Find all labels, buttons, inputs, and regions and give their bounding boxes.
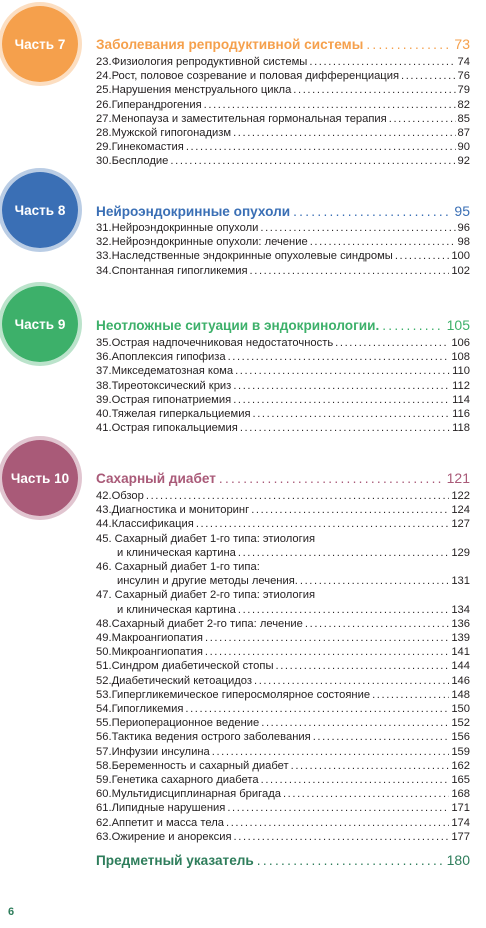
toc-entry[interactable] [96, 773, 470, 787]
toc-entry[interactable] [96, 617, 470, 631]
dot-leader [253, 407, 451, 421]
toc-entry-number: 61. [96, 802, 112, 815]
toc-entry-title: Нейроэндокринные опухоли [111, 222, 259, 234]
toc-entry-title: Гипогликемия [111, 703, 184, 716]
dot-leader [366, 37, 451, 52]
toc-entry-page: 112 [452, 379, 470, 392]
toc-entry-title: Апоплексия гипофиза [111, 351, 226, 364]
dot-leader [205, 631, 449, 645]
toc-entry-title: Микседематозная кома [111, 365, 234, 378]
toc-entry-title: Гипергликемическое гиперосмолярное состояние [111, 688, 371, 701]
toc-entry-number: 53. [96, 688, 112, 701]
toc-entry-number: 47. [96, 589, 115, 602]
dot-leader [234, 830, 450, 844]
toc-entry[interactable] [96, 83, 470, 97]
toc-entry[interactable] [96, 688, 470, 702]
toc-entry-page: 82 [457, 98, 470, 111]
toc-entry-title: и клиническая картина [117, 603, 236, 616]
toc-entry-number: 59. [96, 774, 112, 787]
toc-entry-title: Сахарный диабет 2-го типа: этиология [114, 589, 316, 602]
toc-entry-title: Гиперандрогения [111, 98, 202, 111]
toc-entry-number: 52. [96, 674, 112, 687]
toc-entry-title: Микроангиопатия [111, 646, 203, 659]
toc-entry-number: 31. [96, 222, 112, 234]
dot-leader [372, 688, 449, 702]
part-7-badge-label: Часть 7 [14, 36, 66, 52]
dot-leader [293, 83, 455, 97]
toc-entry-number: 63. [96, 830, 112, 843]
toc-entry[interactable] [96, 264, 470, 278]
toc-entry[interactable] [96, 631, 470, 645]
index-page: 180 [446, 852, 470, 868]
part-7-title: Заболевания репродуктивной системы [96, 37, 364, 52]
toc-entry[interactable] [96, 532, 470, 560]
dot-leader [219, 471, 444, 486]
toc-entry[interactable] [96, 674, 470, 688]
dot-leader [401, 69, 456, 83]
toc-entry-page: 102 [451, 264, 470, 277]
dot-leader [170, 154, 455, 168]
toc-entry-title: Инфузии инсулина [111, 745, 210, 758]
toc-entry-number: 37. [96, 365, 112, 378]
part-9-badge [2, 286, 78, 362]
toc-entry-title: и клиническая картина [117, 546, 236, 559]
toc-entry-number: 58. [96, 759, 112, 772]
toc-entry[interactable] [96, 235, 470, 249]
toc-entry[interactable] [96, 801, 470, 815]
toc-entry[interactable] [96, 702, 470, 716]
toc-entry-page: 131 [451, 575, 470, 588]
dot-leader [257, 853, 444, 868]
toc-entry-page: 156 [451, 731, 470, 744]
toc-entry-page: 74 [457, 56, 470, 68]
toc-entry-number: 36. [96, 351, 112, 364]
toc-entry-title: Наследственные эндокринные опухолевые синдромы [111, 250, 393, 263]
toc-entry-title: Периоперационное ведение [111, 717, 260, 730]
toc-entry[interactable] [96, 407, 470, 421]
part-8-title: Нейроэндокринные опухоли [96, 204, 291, 219]
part-9-page: 105 [446, 317, 470, 333]
toc-entry-number: 42. [96, 490, 112, 502]
toc-entry-title: Острая гипонатриемия [111, 393, 232, 406]
dot-leader [335, 336, 449, 350]
toc-entry-title: Обзор [111, 490, 144, 502]
toc-entry-title: Беременность и сахарный диабет [111, 759, 289, 772]
dot-leader [238, 603, 449, 617]
toc-entry[interactable] [96, 69, 470, 83]
dot-leader [233, 393, 450, 407]
toc-entry-number: 39. [96, 393, 112, 406]
toc-entry-number: 55. [96, 717, 112, 730]
toc-entry[interactable] [96, 503, 470, 517]
toc-entry-page: 92 [457, 155, 470, 168]
toc-entry-number: 44. [96, 518, 112, 531]
toc-entry-page: 168 [451, 788, 470, 801]
toc-entry-page: 85 [457, 112, 470, 125]
toc-entry-page: 162 [451, 759, 470, 772]
toc-entry[interactable] [96, 588, 470, 616]
toc-entry[interactable] [96, 154, 470, 168]
toc-entry-page: 136 [451, 617, 470, 630]
dot-leader [205, 645, 449, 659]
toc-entry-title: Сахарный диабет 1-го типа: [114, 561, 260, 574]
toc-entry-number: 49. [96, 632, 112, 645]
part-10-badge-label: Часть 10 [10, 470, 70, 486]
part-9-badge-label: Часть 9 [14, 316, 66, 332]
toc-entry-number: 48. [96, 617, 112, 630]
toc-entry-number: 46. [96, 561, 115, 574]
toc-entry-page: 110 [452, 365, 470, 378]
part-10-badge [2, 440, 78, 516]
toc-entry[interactable] [96, 560, 470, 588]
toc-entry-title: инсулин и другие методы лечения. [117, 575, 298, 588]
part-8-entries [96, 221, 470, 278]
toc-entry[interactable] [96, 249, 470, 263]
part-8-page: 95 [454, 203, 470, 219]
toc-entry-page: 177 [451, 830, 470, 843]
dot-leader [261, 716, 449, 730]
toc-entry[interactable] [96, 645, 470, 659]
toc-entry-title: Макроангиопатия [111, 632, 203, 645]
toc-entry-page: 100 [451, 250, 470, 263]
part-10-title: Сахарный диабет [96, 471, 216, 486]
toc-entry-page: 144 [451, 660, 470, 673]
dot-leader [291, 759, 450, 773]
toc-entry-number: 54. [96, 703, 112, 716]
toc-entry-title: Острая гипокальциемия [111, 422, 238, 435]
toc-entry-page: 76 [457, 70, 470, 83]
part-8-badge-label: Часть 8 [14, 202, 66, 218]
dot-leader [310, 235, 456, 249]
toc-entry-number: 35. [96, 337, 112, 349]
toc-entry-title: Мультидисциплинарная бригада [111, 788, 281, 801]
dot-leader [240, 421, 450, 435]
index-title: Предметный указатель [96, 853, 254, 868]
toc-entry-number: 38. [96, 379, 112, 392]
toc-entry[interactable] [96, 140, 470, 154]
dot-leader [238, 546, 449, 560]
dot-leader [382, 318, 443, 333]
toc-entry-page: 134 [451, 603, 470, 616]
dot-leader [261, 773, 450, 787]
dot-leader [389, 112, 456, 126]
toc-entry[interactable] [96, 517, 470, 531]
toc-entry-title: Рост, половое созревание и половая дифференциация [111, 70, 400, 83]
toc-entry-page: 165 [451, 774, 470, 787]
part-7-badge [2, 6, 78, 82]
toc-entry-title: Мужской гипогонадизм [111, 127, 232, 140]
toc-entry-page: 141 [451, 646, 470, 659]
toc-entry-page: 96 [457, 222, 470, 234]
toc-entry[interactable] [96, 830, 470, 844]
toc-entry-number: 56. [96, 731, 112, 744]
dot-leader [283, 787, 449, 801]
dot-leader [293, 204, 451, 219]
toc-entry[interactable] [96, 745, 470, 759]
toc-entry-title: Тяжелая гиперкальциемия [111, 408, 251, 421]
toc-entry-page: 139 [451, 632, 470, 645]
dot-leader [313, 730, 450, 744]
toc-entry-number: 50. [96, 646, 112, 659]
toc-entry[interactable] [96, 759, 470, 773]
toc-entry-title: Генетика сахарного диабета [111, 774, 259, 787]
dot-leader [300, 574, 449, 588]
toc-entry-page: 98 [457, 236, 470, 249]
part-10-heading[interactable] [96, 470, 470, 486]
toc-entry-number: 60. [96, 788, 112, 801]
toc-entry[interactable] [96, 489, 470, 503]
toc-entry[interactable] [96, 379, 470, 393]
part-10-page: 121 [446, 470, 470, 486]
toc-entry-number: 27. [96, 112, 112, 125]
toc-entry-page: 171 [451, 802, 470, 815]
dot-leader [212, 745, 450, 759]
toc-entry-number: 45. [96, 532, 115, 545]
toc-entry[interactable] [96, 816, 470, 830]
toc-entry[interactable] [96, 336, 470, 350]
toc-entry-page: 87 [457, 127, 470, 140]
toc-entry[interactable] [96, 730, 470, 744]
toc-entry[interactable] [96, 221, 470, 235]
toc-entry-page: 146 [451, 674, 470, 687]
dot-leader [233, 126, 455, 140]
toc-entry-number: 43. [96, 504, 112, 517]
part-10-entries [96, 489, 470, 844]
part-8-heading[interactable] [96, 203, 470, 219]
toc-entry[interactable] [96, 393, 470, 407]
toc-entry-title: Классификация [111, 518, 194, 531]
dot-leader [227, 801, 449, 815]
toc-entry-page: 127 [451, 518, 470, 531]
dot-leader [196, 517, 450, 531]
toc-entry-page: 124 [451, 504, 470, 517]
part-7-entries [96, 55, 470, 169]
toc-entry-number: 34. [96, 264, 112, 277]
toc-entry[interactable] [96, 421, 470, 435]
dot-leader [226, 816, 449, 830]
toc-entry-title: Нарушения менструального цикла [111, 84, 292, 97]
toc-entry-title: Диабетический кетоацидоз [111, 674, 252, 687]
part-7-heading[interactable] [96, 36, 470, 52]
toc-entry-number: 41. [96, 422, 112, 435]
toc-entry-page: 108 [451, 351, 470, 364]
toc-entry-page: 174 [451, 816, 470, 829]
toc-entry-title: Физиология репродуктивной системы [111, 56, 308, 68]
toc-entry-title: Менопауза и заместительная гормональная терапия [111, 112, 387, 125]
toc-entry[interactable] [96, 126, 470, 140]
toc-entry-page: 148 [451, 688, 470, 701]
dot-leader [250, 264, 450, 278]
toc-entry-title: Сахарный диабет 1-го типа: этиология [114, 532, 316, 545]
toc-entry-title: Ожирение и анорексия [111, 830, 232, 843]
toc-entry[interactable] [96, 787, 470, 801]
toc-entry-page: 114 [452, 393, 470, 406]
toc-entry[interactable] [96, 350, 470, 364]
toc-entry-title: Нейроэндокринные опухоли: лечение [111, 236, 308, 249]
dot-leader [228, 350, 450, 364]
toc-entry-page: 150 [451, 703, 470, 716]
toc-entry-title: Бесплодие [111, 155, 169, 168]
dot-leader [276, 659, 450, 673]
dot-leader [204, 98, 456, 112]
toc-entry[interactable] [96, 55, 470, 69]
toc-entry-title: Сахарный диабет 2-го типа: лечение [111, 617, 303, 630]
toc-entry-page: 90 [457, 141, 470, 154]
toc-entry-title: Синдром диабетической стопы [111, 660, 274, 673]
toc-entry-number: 28. [96, 127, 112, 140]
toc-entry-page: 159 [451, 745, 470, 758]
dot-leader [305, 617, 449, 631]
part-9-heading[interactable] [96, 317, 470, 333]
toc-entry-page: 116 [452, 408, 470, 421]
toc-entry-number: 30. [96, 155, 112, 168]
dot-leader [235, 364, 450, 378]
toc-entry-number: 25. [96, 84, 112, 97]
toc-entry-number: 32. [96, 236, 112, 249]
toc-entry-number: 26. [96, 98, 112, 111]
toc-entry-page: 122 [451, 490, 470, 502]
toc-entry[interactable] [96, 112, 470, 126]
toc-entry[interactable] [96, 98, 470, 112]
part-9-title: Неотложные ситуации в эндокринологии. [96, 318, 380, 333]
toc-entry-page: 79 [457, 84, 470, 97]
index-heading[interactable] [96, 852, 470, 868]
toc-entry-title: Липидные нарушения [111, 802, 226, 815]
toc-entry-title: Аппетит и масса тела [111, 816, 224, 829]
toc-entry-page: 152 [451, 717, 470, 730]
dot-leader [395, 249, 450, 263]
part-9-entries [96, 336, 470, 435]
toc-entry-title: Гинекомастия [111, 141, 184, 154]
toc-entry[interactable] [96, 716, 470, 730]
toc-entry[interactable] [96, 659, 470, 673]
toc-entry-title: Острая надпочечниковая недостаточность [111, 337, 334, 349]
toc-entry-number: 51. [96, 660, 112, 673]
toc-entry-number: 40. [96, 408, 112, 421]
toc-entry-number: 57. [96, 745, 112, 758]
part-8-badge [2, 172, 78, 248]
toc-entry-title: Спонтанная гипогликемия [111, 264, 248, 277]
toc-entry-title: Диагностика и мониторинг [111, 504, 250, 517]
toc-entry-number: 29. [96, 141, 112, 154]
dot-leader [309, 55, 455, 69]
toc-entry-page: 106 [451, 337, 470, 349]
dot-leader [254, 674, 449, 688]
toc-entry-number: 24. [96, 70, 112, 83]
part-7-page: 73 [454, 36, 470, 52]
toc-entry-title: Тиреотоксический криз [111, 379, 232, 392]
toc-entry-title: Тактика ведения острого заболевания [111, 731, 311, 744]
toc-entry-number: 33. [96, 250, 112, 263]
dot-leader [251, 503, 449, 517]
page-number: 6 [8, 906, 15, 918]
toc-entry[interactable] [96, 364, 470, 378]
toc-entry-page: 129 [451, 546, 470, 559]
toc-entry-page: 118 [452, 422, 470, 435]
dot-leader [260, 221, 455, 235]
dot-leader [185, 702, 449, 716]
dot-leader [233, 379, 450, 393]
dot-leader [146, 489, 449, 503]
toc-entry-number: 23. [96, 56, 112, 68]
dot-leader [186, 140, 456, 154]
toc-entry-number: 62. [96, 816, 112, 829]
